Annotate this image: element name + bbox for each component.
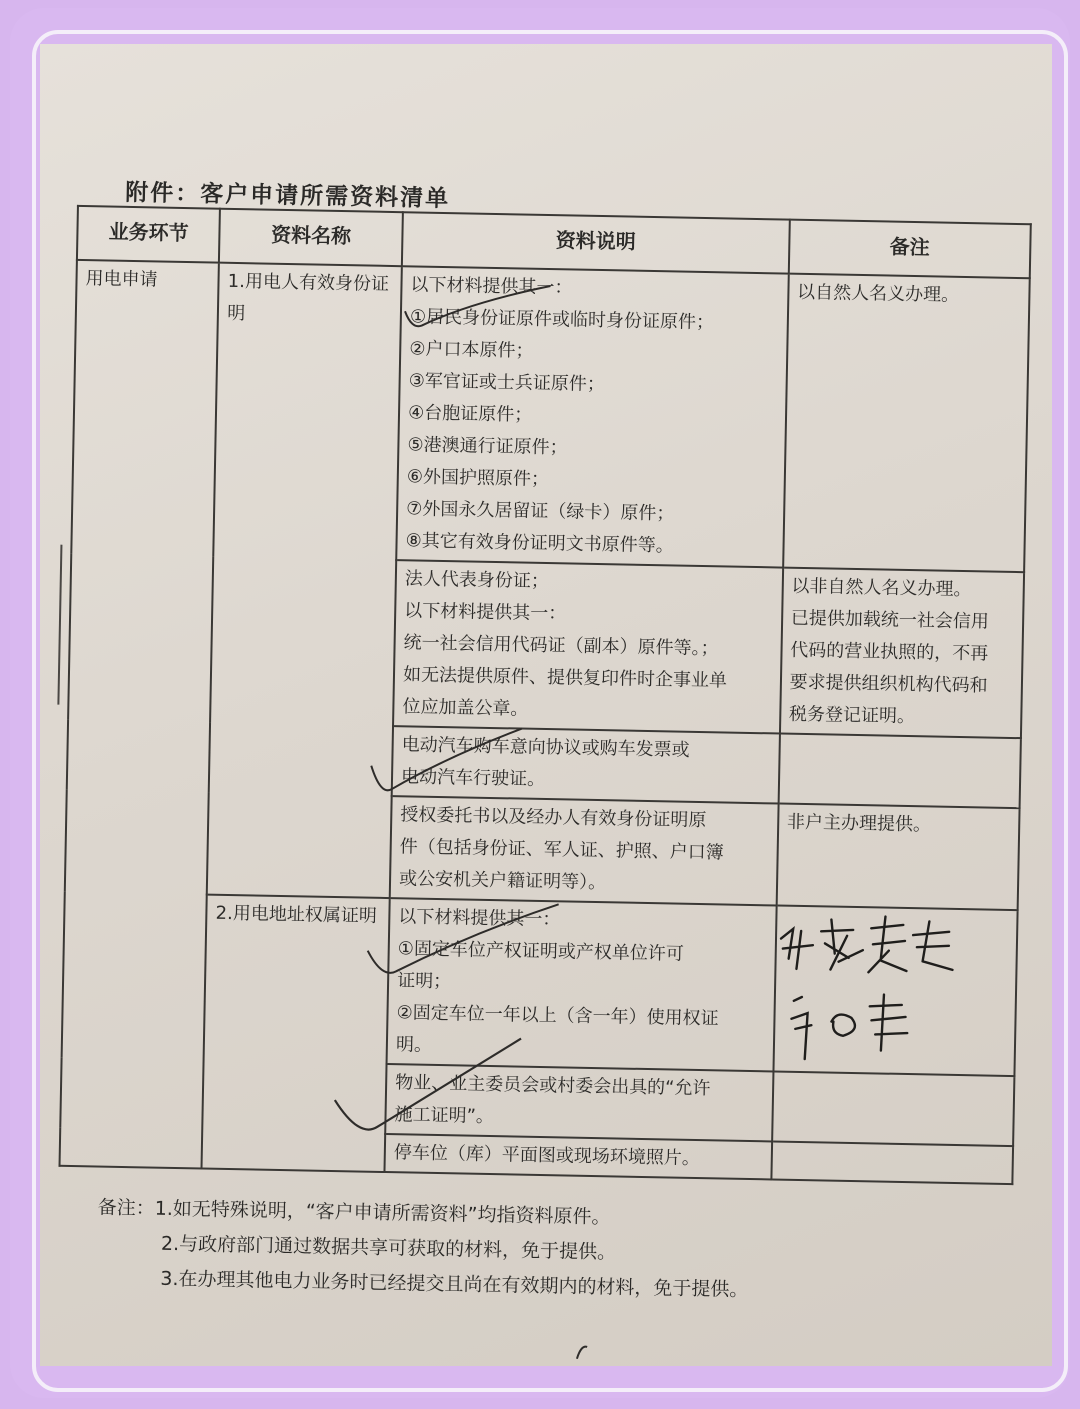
description-line: 或公安机关户籍证明等）。	[398, 868, 607, 894]
description-line: 件（包括身份证、军人证、护照、户口簿	[399, 836, 724, 864]
description-line: 以下材料提供其一：	[404, 600, 567, 625]
description-line: ⑧其它有效身份证明文书原件等。	[405, 530, 674, 557]
remark-cell	[778, 734, 1021, 809]
description-line: ⑤港澳通行证原件；	[407, 434, 568, 459]
description-line: 物业、业主委员会或村委会出具的“允许	[395, 1072, 711, 1100]
description-line: ④台胞证原件；	[407, 402, 533, 426]
description-cell	[396, 266, 788, 567]
remark-line: 代码的营业执照的，不再	[790, 639, 989, 665]
description-line: ②固定车位一年以上（含一年）使用权证	[396, 1002, 719, 1030]
table-row	[71, 260, 1029, 572]
remark-line: 要求提供组织机构代码和	[789, 671, 988, 697]
description-cell	[393, 560, 783, 733]
document	[40, 44, 1052, 1366]
remark-cell-handwriting	[773, 905, 1017, 1076]
description-line: 施工证明”。	[394, 1104, 495, 1128]
description-line: ①居民身份证原件或临时身份证原件；	[409, 306, 715, 334]
remark-cell	[780, 568, 1024, 739]
description-line: ⑦外国永久居留证（绿卡）原件；	[406, 498, 675, 525]
description-line: 授权委托书以及经办人有效身份证明原	[400, 804, 707, 832]
margin-pen-mark	[57, 545, 62, 705]
remark-line: 税务登记证明。	[788, 703, 916, 728]
material-name-cell-1	[207, 263, 402, 898]
description-cell	[387, 898, 777, 1071]
description-cell	[392, 726, 780, 803]
description-line: 位应加盖公章。	[402, 696, 529, 720]
material-name-identity: 1.用电人有效身份证明	[226, 270, 390, 325]
description-line: 法人代表身份证；	[404, 568, 550, 593]
remark-line: 已提供加载统一社会信用	[790, 607, 990, 633]
description-line: ⑥外国护照原件；	[406, 466, 550, 491]
description-line: 电动汽车购车意向协议或购车发票或	[401, 734, 690, 761]
description-line: 如无法提供原件、提供复印件时企事业单	[402, 664, 728, 692]
description-line: ②户口本原件；	[409, 338, 534, 362]
description-line: ③军官证或士兵证原件；	[408, 370, 605, 396]
description-line: 统一社会信用代码证（副本）原件等。；	[403, 632, 719, 660]
document-title: 附件：客户申请所需资料清单	[124, 179, 451, 213]
stage-label: 用电申请	[85, 268, 158, 291]
footnote-3: 3.在办理其他电力业务时已经提交且尚在有效期内的材料，免于提供。	[160, 1267, 749, 1302]
header-remarks: 备注	[788, 220, 1030, 279]
remark-text: 以自然人名义办理。	[796, 281, 960, 306]
remark-cell	[776, 804, 1019, 911]
remark-line: 以非自然人名义办理。	[791, 575, 972, 601]
description-line: 以下材料提供其一：	[398, 906, 561, 931]
description-line: 电动汽车行驶证。	[400, 766, 546, 791]
description-line: 以下材料提供其一：	[410, 274, 573, 299]
remark-cell	[772, 1071, 1015, 1146]
header-material-description: 资料说明	[402, 212, 790, 273]
material-name-address: 2.用电地址权属证明	[215, 902, 378, 927]
description-cell	[390, 796, 779, 905]
material-name-cell-2	[202, 895, 390, 1172]
description-cell	[385, 1064, 773, 1141]
header-stage: 业务环节	[77, 206, 220, 263]
description-line: ①固定车位产权证明或产权单位许可	[397, 938, 685, 965]
footnotes	[96, 1191, 750, 1309]
description-line: 明。	[395, 1034, 433, 1056]
stage-cell	[60, 260, 220, 1169]
paper-sheet	[40, 44, 1052, 1366]
remark-cell	[771, 1141, 1013, 1184]
remark-text: 非户主办理提供。	[786, 811, 932, 836]
pen-mark-icon	[573, 1341, 603, 1362]
description-cell	[384, 1134, 771, 1179]
description-line: 停车位（库）平面图或现场环境照片。	[393, 1142, 701, 1170]
remark-cell	[783, 274, 1030, 573]
footnote-1: 备注：1.如无特殊说明，“客户申请所需资料”均指资料原件。	[97, 1196, 611, 1229]
header-material-name: 资料名称	[219, 209, 403, 266]
footnote-2: 2.与政府部门通过数据共享可获取的材料，免于提供。	[160, 1232, 617, 1264]
description-line: 证明；	[396, 970, 452, 993]
requirements-table	[59, 205, 1032, 1185]
